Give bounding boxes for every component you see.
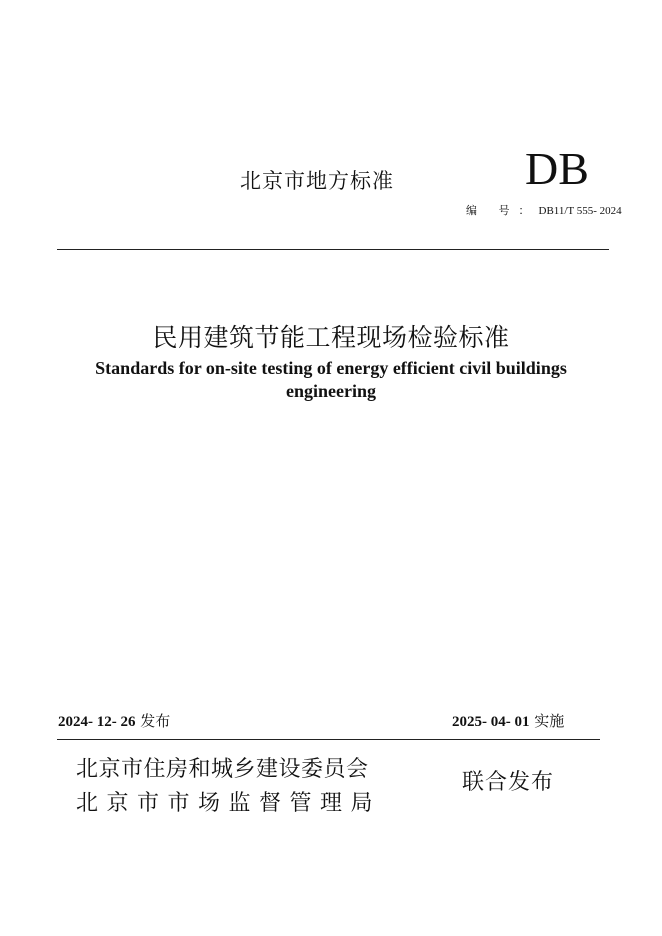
issue-date-value: 2024- 12- 26 bbox=[58, 714, 136, 730]
standard-code bbox=[466, 202, 622, 218]
db-mark-logo: DB bbox=[525, 143, 589, 194]
standard-type-heading: 北京市地方标准 bbox=[240, 169, 394, 193]
joint-issue-label: 联合发布 bbox=[462, 770, 555, 795]
implementation-date bbox=[452, 710, 564, 731]
standard-code-label: 编 号： bbox=[466, 204, 539, 217]
issuer-market-regulation: 北京市市场监督管理局 bbox=[76, 791, 382, 816]
issuer-housing-commission: 北京市住房和城乡建设委员会 bbox=[76, 757, 369, 782]
implementation-date-label: 实施 bbox=[534, 712, 565, 730]
top-divider bbox=[57, 249, 609, 250]
bottom-divider bbox=[57, 739, 600, 740]
implementation-date-value: 2025- 04- 01 bbox=[452, 714, 530, 730]
document-title-chinese: 民用建筑节能工程现场检验标准 bbox=[152, 323, 510, 352]
issue-date-label: 发布 bbox=[140, 712, 171, 730]
document-title-english: Standards for on-site testing of energy efficient civil buildings engineering bbox=[95, 358, 567, 401]
standard-code-value: DB11/T 555- 2024 bbox=[538, 205, 622, 217]
issue-date bbox=[58, 710, 170, 731]
